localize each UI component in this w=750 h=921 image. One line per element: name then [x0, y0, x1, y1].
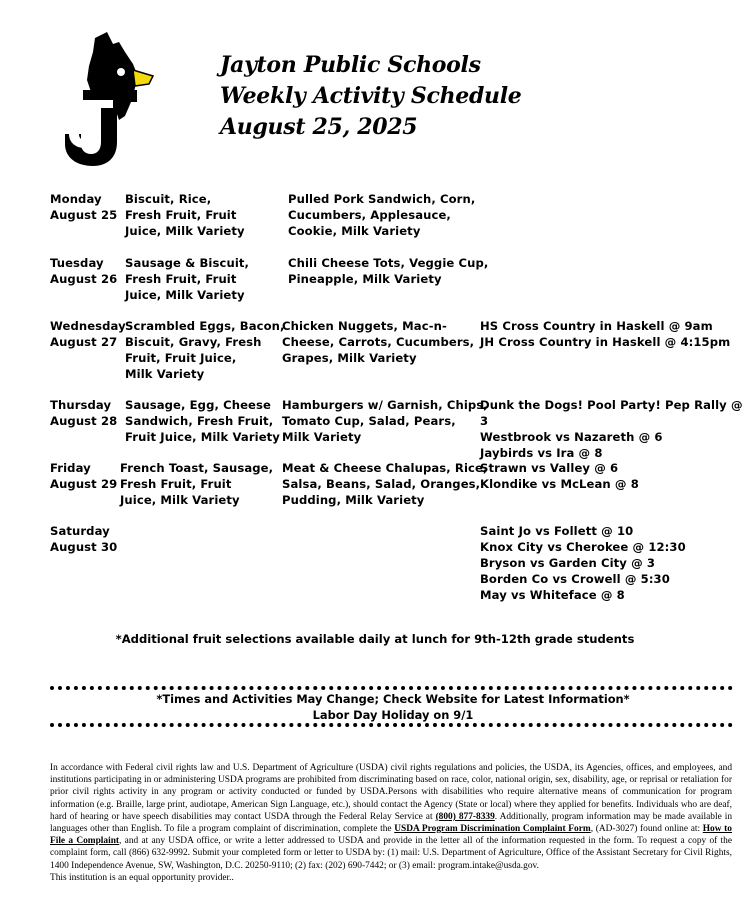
title-school: Jayton Public Schools: [220, 52, 481, 78]
legal-text-1: In accordance with Federal civil rights law and U.S. Department of Agriculture (USDA) civil rights regulations and policies, the USDA, its Agencies, offices, and employees, and institutions participating in or administering USDA programs are prohibited from discriminating based on race, color, national origin, sex, disability, age, or reprisal or retaliation for prior civil rights activity in any program or activity conducted or funded by USDA.Persons with disabilities who require alternative means of communication for program information (e.g. Braille, large print, audiotape, American Sign Language, etc.), should contact the Agency (State or local) where they applied for benefits. Individuals who are deaf, hard of hearing or have speech disabilities may contact USDA through the Federal Relay Service at: [50, 763, 732, 822]
notice-line-1: *Times and Activities May Change; Check Website for Latest Information*: [156, 692, 630, 706]
title-schedule: Weekly Activity Schedule: [220, 83, 522, 109]
breakfast-menu: Biscuit, Rice, Fresh Fruit, Fruit Juice, Milk Variety: [125, 192, 245, 238]
legal-text-3: , (AD-3027) found online at:: [590, 824, 703, 835]
day-name: Wednesday: [50, 319, 126, 333]
activities: Saint Jo vs Follett @ 10 Knox City vs Cherokee @ 12:30 Bryson vs Garden City @ 3 Borden Co vs Crowell @ 5:30 May vs Whiteface @ 8: [480, 524, 686, 602]
day-name: Tuesday: [50, 256, 104, 270]
breakfast-menu: Sausage & Biscuit, Fresh Fruit, Fruit Juice, Milk Variety: [125, 256, 250, 302]
complaint-form-link[interactable]: USDA Program Discrimination Complaint Form: [394, 824, 591, 835]
day-label: [50, 397, 125, 429]
breakfast-menu: Scrambled Eggs, Bacon, Biscuit, Gravy, Fresh Fruit, Fruit Juice, Milk Variety: [125, 319, 285, 381]
day-date: August 30: [50, 540, 118, 554]
day-name: Thursday: [50, 398, 112, 412]
fruit-note: *Additional fruit selections available daily at lunch for 9th-12th grade students: [115, 632, 635, 646]
breakfast-menu: French Toast, Sausage, Fresh Fruit, Fruit Juice, Milk Variety: [120, 461, 274, 507]
legal-text-2: . Additionally, program information may be made available in languages other than English. To file a program complaint of discrimination, complete the: [50, 811, 733, 835]
day-label: [50, 318, 125, 350]
page-title: [220, 50, 522, 143]
day-name: Saturday: [50, 524, 110, 538]
dotted-divider-top: [50, 686, 733, 690]
day-name: Monday: [50, 192, 102, 206]
day-date: August 25: [50, 208, 118, 222]
relay-phone-link[interactable]: (800) 877-8339: [435, 811, 495, 822]
breakfast-menu: Sausage, Egg, Cheese Sandwich, Fresh Fruit, Fruit Juice, Milk Variety: [125, 398, 280, 444]
jaybird-beak: [133, 70, 153, 86]
equal-opportunity-line: This institution is an equal opportunity provider..: [50, 872, 234, 883]
legal-text-4: , and at any USDA office, or write a letter addressed to USDA and provide in the letter all of the information requested in the form. To request a copy of the complaint form, call (866) 632-9992. Submit your completed form or letter to USDA by: (1) mail: U.S. Department of Agriculture, Office of the Assistant Secretary for Civil Rights, 1400 Independence Avenue, SW, Washington, D.C. 20250-9110; (2) fax: (202) 690-7442; or (3) email: program.intake@usda.gov.: [50, 836, 733, 871]
day-label: [50, 191, 125, 223]
jaybird-eye: [117, 68, 125, 76]
logo-letters: JJ: [55, 30, 56, 31]
day-date: August 26: [50, 272, 118, 286]
day-label: [50, 255, 125, 287]
dotted-divider-bottom: [50, 723, 733, 727]
day-name: Friday: [50, 461, 91, 475]
lunch-menu: Meat & Cheese Chalupas, Rice, Salsa, Beans, Salad, Oranges, Pudding, Milk Variety: [282, 461, 488, 507]
day-label: [50, 460, 125, 492]
day-label: [50, 523, 125, 555]
activities: Strawn vs Valley @ 6 Klondike vs McLean @ 8: [480, 461, 639, 491]
notice-line-2: Labor Day Holiday on 9/1: [312, 708, 474, 722]
day-date: August 29: [50, 477, 118, 491]
lunch-menu: Pulled Pork Sandwich, Corn, Cucumbers, Applesauce, Cookie, Milk Variety: [288, 192, 476, 238]
day-date: August 27: [50, 335, 118, 349]
jaybird-logo: [55, 30, 160, 172]
activities: Dunk the Dogs! Pool Party! Pep Rally @ 3 Westbrook vs Nazareth @ 6 Jaybirds vs Ira @ 8: [480, 398, 743, 460]
title-date: August 25, 2025: [220, 114, 418, 140]
lunch-menu: Hamburgers w/ Garnish, Chips, Tomato Cup, Salad, Pears, Milk Variety: [282, 398, 488, 444]
how-to-file-link[interactable]: How to File a Complaint: [50, 824, 732, 847]
day-date: August 28: [50, 414, 118, 428]
activities: HS Cross Country in Haskell @ 9am JH Cross Country in Haskell @ 4:15pm: [480, 319, 731, 349]
lunch-menu: Chili Cheese Tots, Veggie Cup, Pineapple, Milk Variety: [288, 256, 489, 286]
usda-nondiscrimination-statement: [50, 762, 732, 884]
lunch-menu: Chicken Nuggets, Mac-n- Cheese, Carrots, Cucumbers, Grapes, Milk Variety: [282, 319, 475, 365]
